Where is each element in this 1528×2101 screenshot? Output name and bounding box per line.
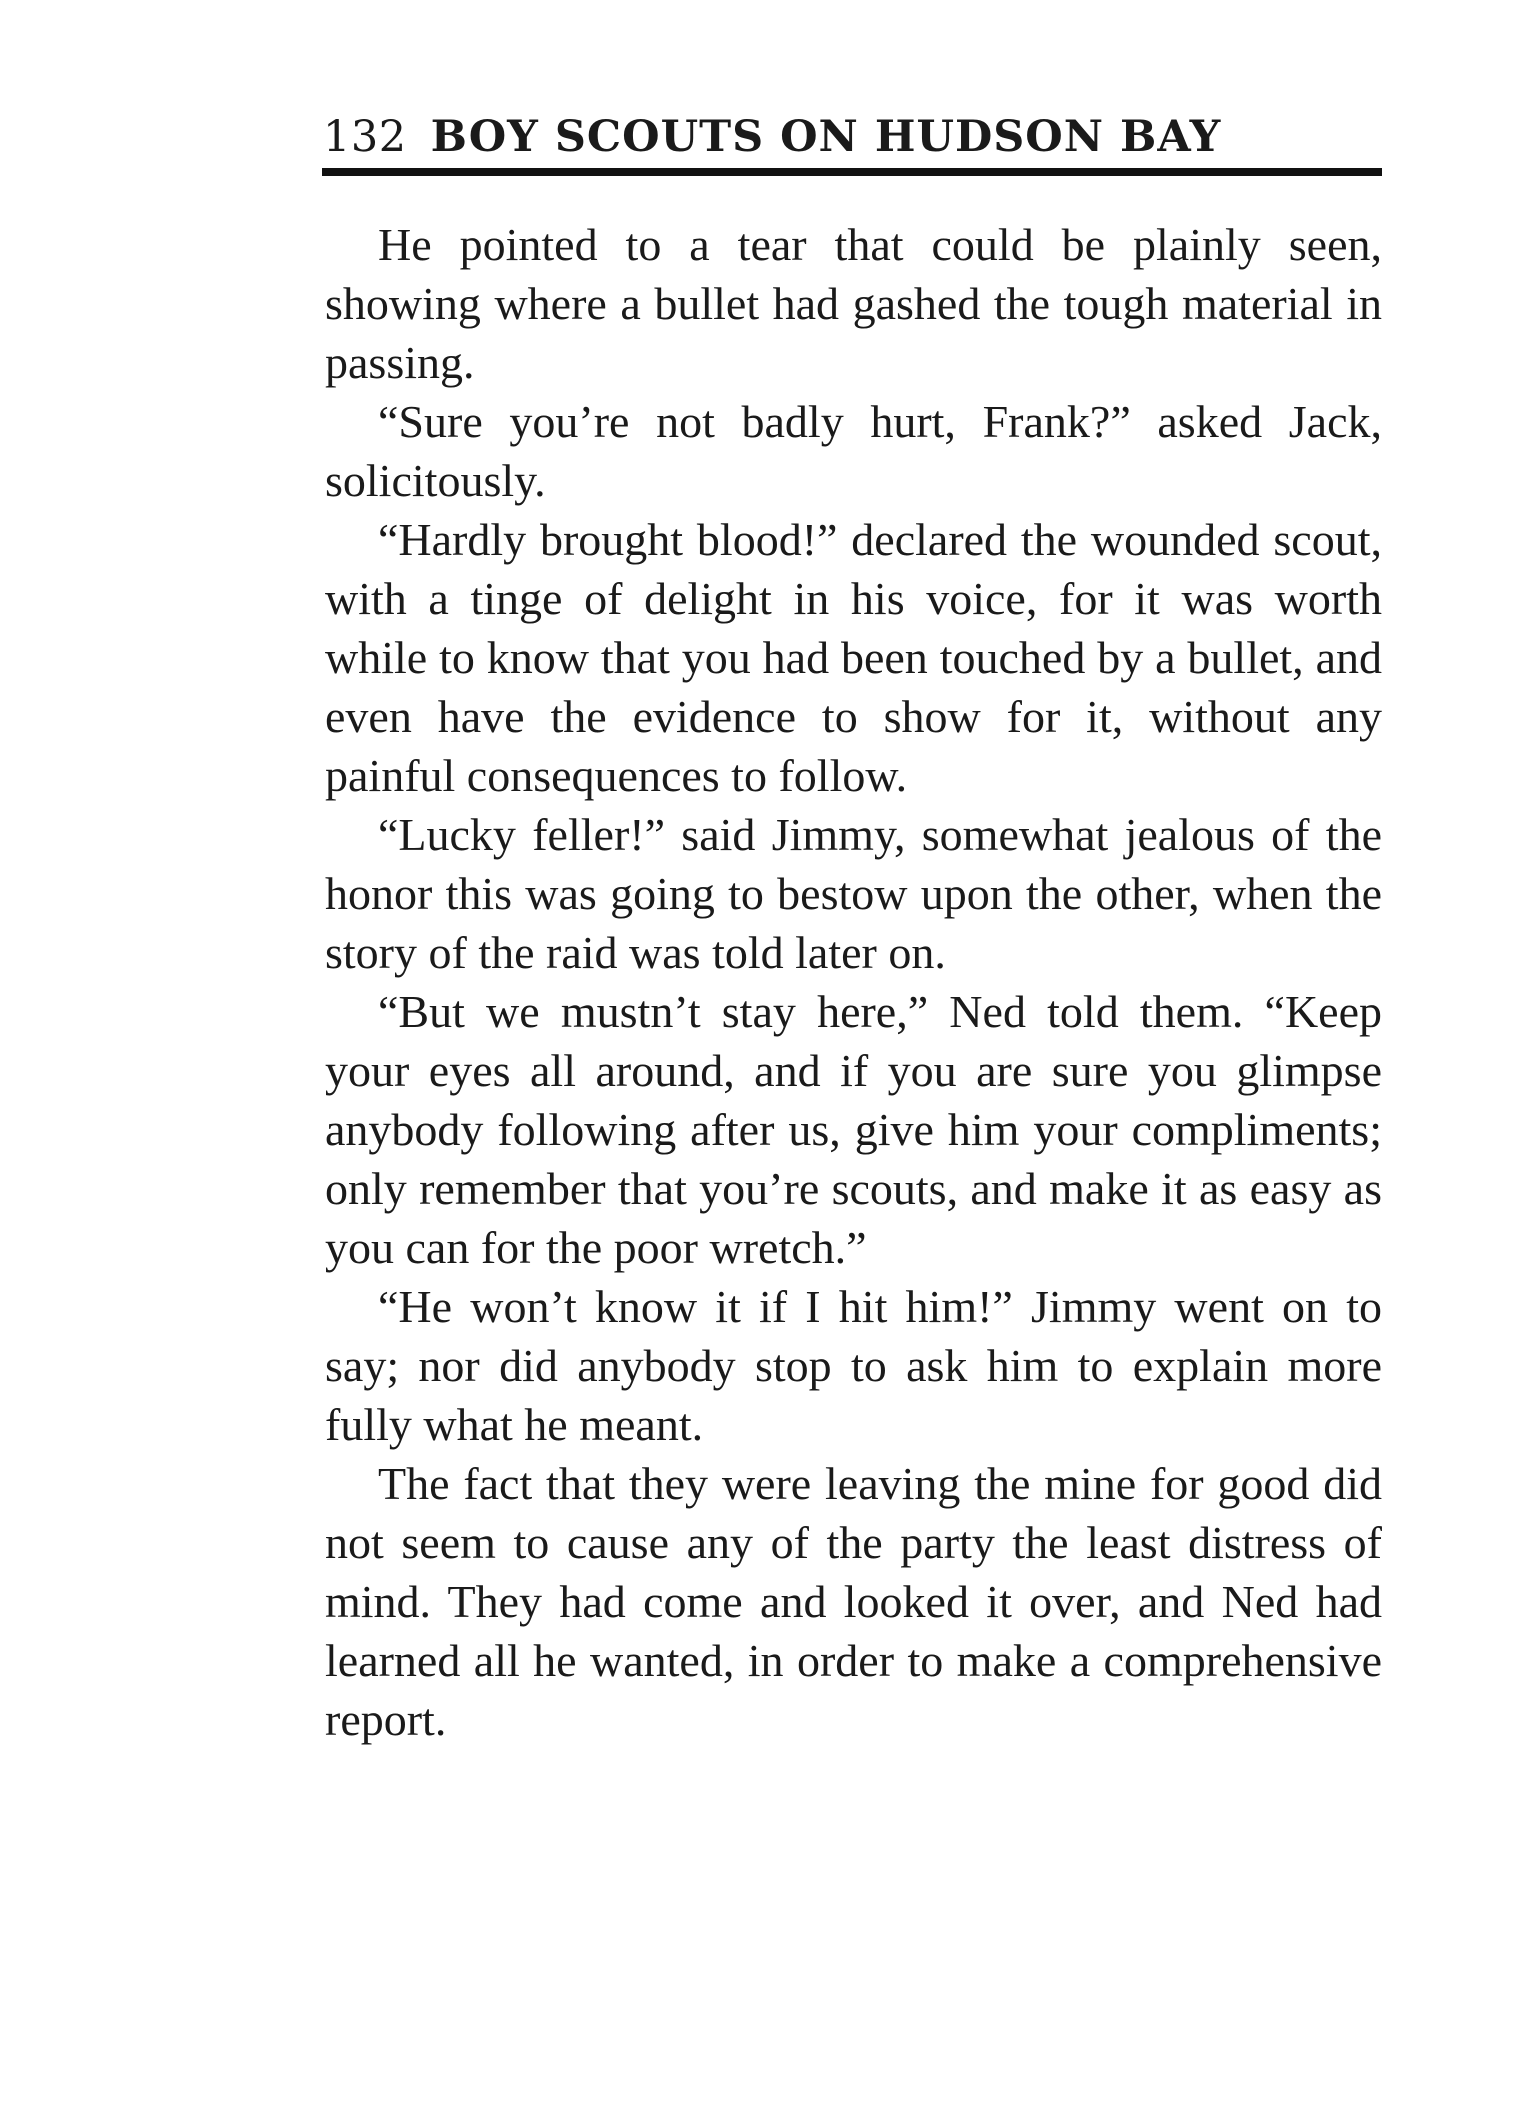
- paragraph: The fact that they were leaving the mine for good did not seem to cause any of the party the least distress of mind. They had come and looked it over, and Ned had learned all he wanted, in order to make a comprehensive report.: [325, 1458, 1382, 1745]
- paragraph: “He won’t know it if I hit him!” Jimmy went on to say; nor did anybody stop to ask him to explain more fully what he meant.: [325, 1281, 1382, 1450]
- paragraph: “Hardly brought blood!” declared the wounded scout, with a tinge of delight in his voice, for it was worth while to know that you had been touched by a bullet, and even have the evidence to show for it, without any painful consequences to follow.: [325, 514, 1382, 801]
- body-text: [325, 215, 1382, 1749]
- page-number: 132: [323, 112, 407, 162]
- paragraph: “Lucky feller!” said Jimmy, somewhat jealous of the honor this was going to bestow upon the other, when the story of the raid was told later on.: [325, 809, 1382, 978]
- paragraph: “Sure you’re not badly hurt, Frank?” asked Jack, solicitously.: [325, 396, 1382, 506]
- paragraph: He pointed to a tear that could be plainly seen, showing where a bullet had gashed the tough material in passing.: [325, 219, 1382, 388]
- running-title: BOY SCOUTS ON HUDSON BAY: [430, 112, 1222, 162]
- paragraph: “But we mustn’t stay here,” Ned told them. “Keep your eyes all around, and if you are sure you glimpse anybody following after us, give him your compliments; only remember that you’re scouts, and make it as easy as you can for the poor wretch.”: [325, 986, 1382, 1273]
- page-header: [323, 112, 1381, 172]
- header-rule: [322, 168, 1382, 176]
